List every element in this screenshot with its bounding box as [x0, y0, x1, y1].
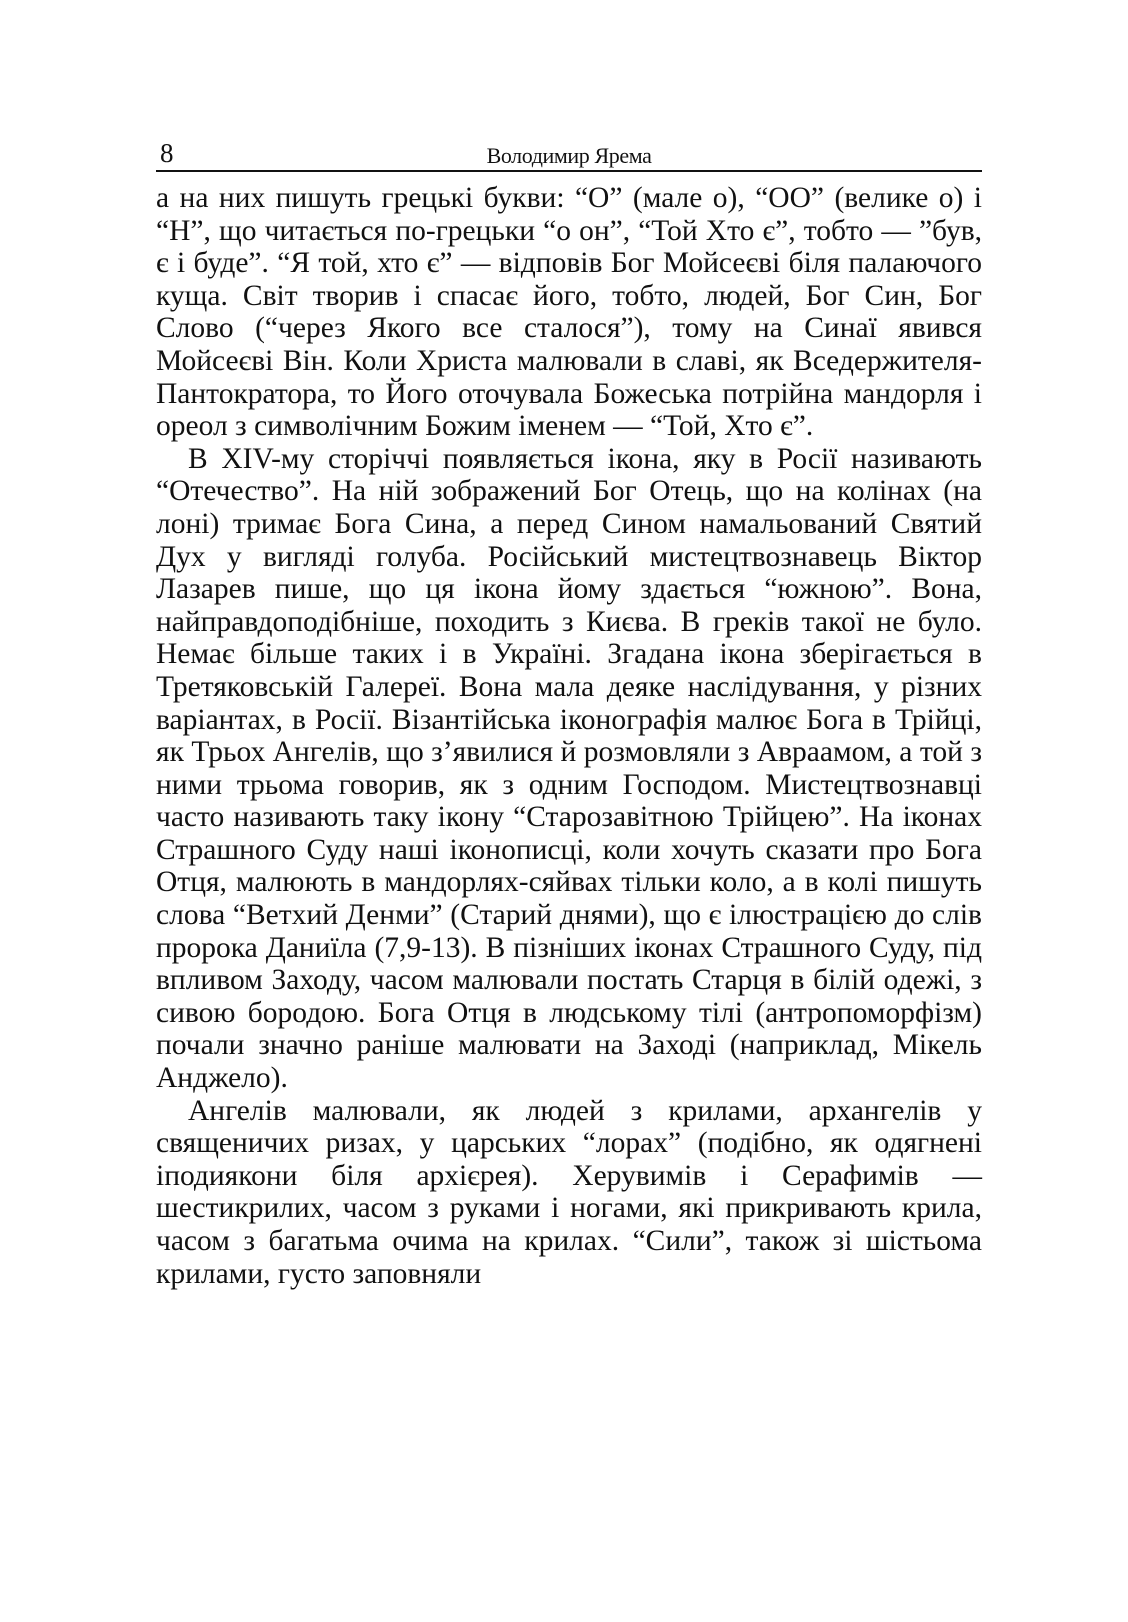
paragraph-2: В XIV-му сторіччі появляється ікона, яку в Росії називають “Отечество”. На ній зображений Бог Отець, що на колінах (на лоні) тримає Бога Сина, а перед Сином намальований Святий Дух у вигляді голуба. Російський мистецтвознавець Віктор Лазарев пише, що ця ікона йому здається “южною”. Вона, найправдоподібніше, походить з Києва. В греків такої не було. Немає більше таких і в Україні. Згадана ікона зберігається в Третяковській Галереї. Вона мала деяке наслідування, у різних варіантах, в Росії. Візантійська іконографія малює Бога в Трійці, як Трьох Ангелів, що з’явилися й розмовляли з Авраамом, а той з ними трьома говорив, як з одним Господом. Мистецтвознавці часто називають таку ікону “Старозавітною Трійцею”. На іконах Страшного Суду наші іконописці, коли хочуть сказати про Бога Отця, малюють в мандорлях-сяйвах тільки коло, а в колі пишуть слова “Ветхий Денми” (Старий днями), що є ілюстрацією до слів пророка Даниїла (7,9-13). В пізніших іконах Страшного Суду, під впливом Заходу, часом малювали постать Старця в білій одежі, з сивою бородою. Бога Отця в людському тілі (антропоморфізм) почали значно раніше малювати на Заході (наприклад, Мікель Анджело).	[156, 442, 982, 1095]
body-text	[156, 182, 982, 1290]
book-page	[156, 128, 982, 1290]
page-header	[156, 128, 982, 172]
page-number: 8	[160, 138, 174, 168]
paragraph-3: Ангелів малювали, як людей з крилами, архангелів у священичих ризах, у царських “лорах” (подібно, як одягнені іподиякони біля архієрея). Херувимів і Серафимів — шестикрилих, часом з руками і ногами, які прикривають крила, часом з багатьма очима на крилах. “Сили”, також зі шістьома крилами, густо заповняли	[156, 1094, 982, 1290]
paragraph-1: а на них пишуть грецькі букви: “О” (мале о), “ОО” (велике о) і “Н”, що читається по-грецьки “о он”, “Той Хто є”, тобто — ”був, є і буде”. “Я той, хто є” — відповів Бог Мойсеєві біля палаючого куща. Світ творив і спасає його, тобто, людей, Бог Син, Бог Слово (“через Якого все сталося”), тому на Синаї явився Мойсеєві Він. Коли Христа малювали в славі, як Вседержителя-Пантократора, то Його оточувала Божеська потрійна мандорля і ореол з символічним Божим іменем — “Той, Хто є”.	[156, 182, 982, 443]
running-head: Володимир Ярема	[486, 143, 652, 168]
